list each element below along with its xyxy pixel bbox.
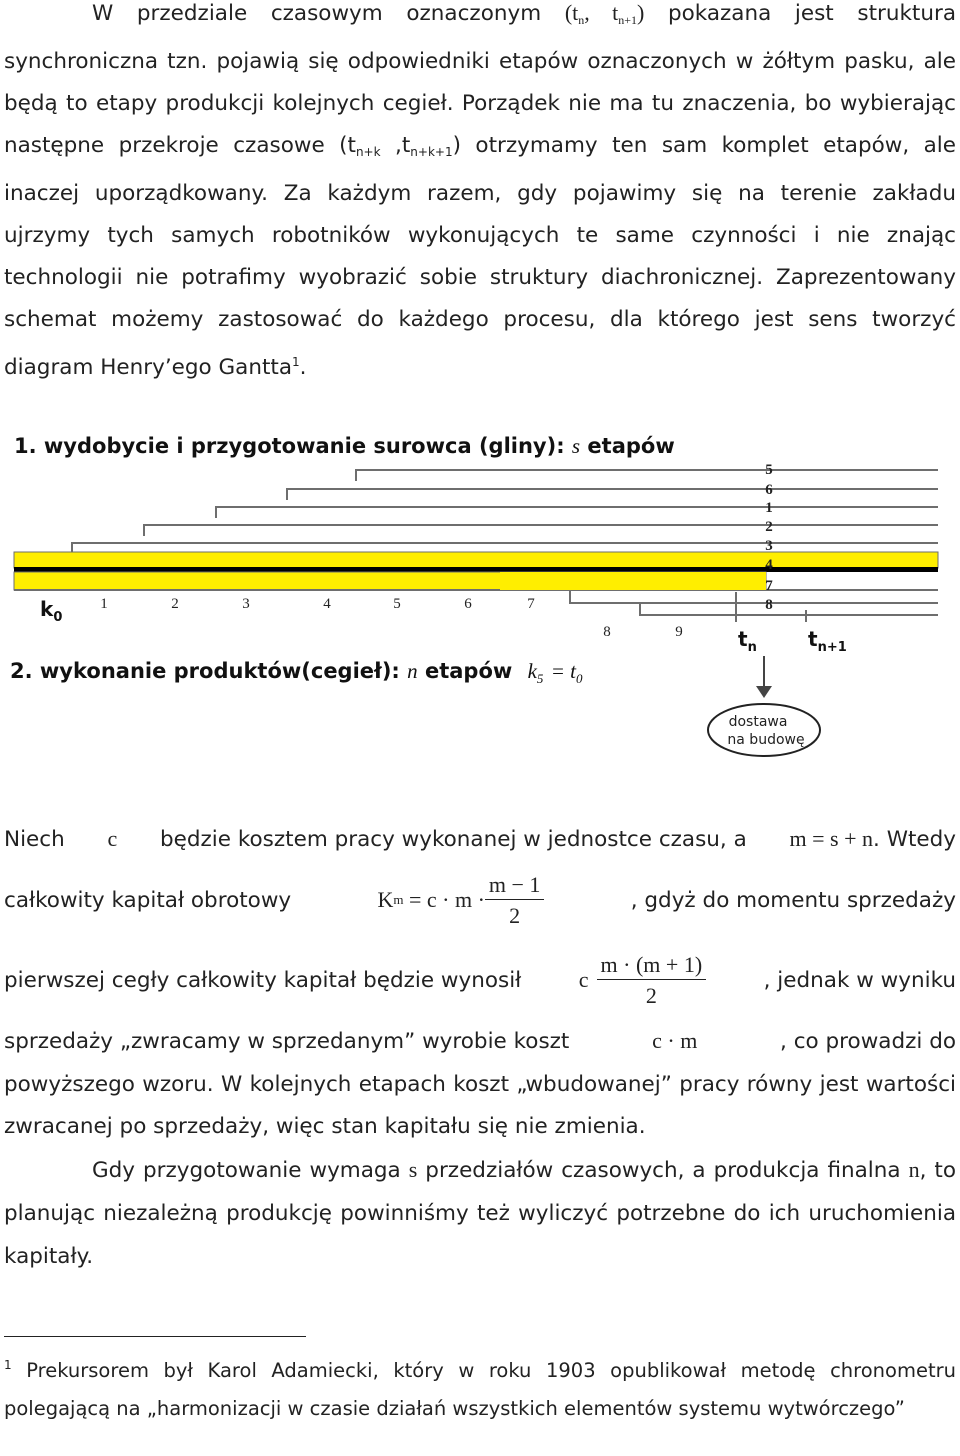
var-n: n	[908, 1157, 920, 1182]
intro-body-text: pokazana jest struktura synchroniczna tzn. pojawią się odpowiedniki etapów oznaczonych w żółtym pasku, ale będą to etapy produkcji kolejnych cegieł. Porządek nie ma tu znaczenia, bo wybierając następne przekroje czasowe (t	[4, 1, 956, 158]
formula-line-2	[4, 868, 956, 932]
lower-stair-1	[570, 590, 938, 603]
first-brick-formula: c $\frac{m \cdot (m + 1)}{2}$	[579, 953, 706, 1008]
var-s: s	[408, 1157, 418, 1182]
yellow-bar-upper	[14, 552, 938, 568]
tick-label: 2	[171, 596, 179, 612]
stair-row-2	[287, 489, 938, 500]
text: całkowity kapitał obrotowy	[4, 887, 292, 913]
yellow-bar-tail	[500, 572, 766, 590]
intro-lead-text: W przedziale czasowym oznaczonym	[92, 1, 542, 26]
stage-label: 1	[765, 500, 773, 516]
tick-label: 6	[464, 596, 472, 612]
tn-label: $t_n$	[738, 627, 757, 655]
footnote-text: Prekursorem był Karol Adamiecki, który w roku 1903 opublikował metodę chronometru polegającą na „harmonizacji w czasie działań wszystkich elementów systemu wytwórczego”	[4, 1359, 956, 1420]
tick-label: 1	[100, 596, 108, 612]
paragraph-capital-rest: powyższego wzoru. W kolejnych etapach koszt „wbudowanej” pracy równy jest wartości zwracanej po sprzedaży, więc stan kapitału się nie zmienia.	[4, 1072, 956, 1139]
formula-line-3	[4, 948, 956, 1012]
delivery-flow	[708, 656, 820, 756]
formula-line-1	[4, 821, 956, 857]
delivery-ellipse	[708, 704, 820, 756]
stage-label: 2	[765, 519, 773, 535]
lower-staircase	[570, 590, 938, 615]
footnote	[4, 1346, 956, 1428]
stair-row-4	[144, 525, 938, 536]
fraction: $\frac{m - 1}{2}$	[485, 873, 545, 928]
subscript-n-k: n+k	[355, 145, 381, 159]
time-markers	[736, 592, 847, 655]
text: , jednak w wyniku	[763, 967, 956, 993]
delivery-label-line2: na budowę	[727, 732, 805, 748]
paragraph-planning: Gdy przygotowanie wymaga s przedziałów czasowych, a produkcja finalna n, to planując niezależną produkcję powinniśmy też wyliczyć potrzebne do ich uruchomienia kapitały.	[4, 1157, 956, 1269]
diagram-title-2: 2. wykonanie produktów(cegieł): n etapów $k_5$ = $t_0$	[10, 659, 583, 686]
footnote-reference[interactable]: 1	[292, 355, 300, 369]
arrow-head-icon	[756, 686, 772, 698]
tn1-label: $t_{n+1}$	[808, 627, 847, 655]
k0-label: $k_0$	[40, 597, 63, 625]
cost-cm: c · m	[652, 1028, 698, 1053]
text: Niech	[4, 826, 65, 852]
stair-row-3	[216, 507, 938, 518]
yellow-bars	[14, 552, 938, 590]
stage-label: 3	[765, 538, 773, 554]
intro-rest-text: ) otrzymamy ten sam komplet etapów, ale inaczej uporządkowany. Za każdym razem, gdy pojawimy się na terenie zakładu ujrzymy tych samych robotników wykonujących te same czynności i nie znając technologii nie potrafimy wyobrazić sobie struktury diachronicznej. Zaprezentowany schemat możemy zastosować do każdego procesu, dla którego jest sens tworzyć diagram Henry’ego Gantta	[4, 133, 956, 380]
stage-label: 6	[765, 482, 773, 498]
stage-label: 7	[765, 578, 773, 594]
text: będzie kosztem pracy wykonanej w jednostce czasu, a	[160, 826, 747, 852]
footnote-separator	[4, 1336, 306, 1337]
delivery-label-line1: dostawa	[728, 714, 788, 730]
stage-label: 4	[765, 557, 773, 573]
fraction: $\frac{m \cdot (m + 1)}{2}$	[597, 953, 707, 1008]
staircase-rows	[72, 470, 938, 554]
diagram-title-1: 1. wydobycie i przygotowanie surowca (gliny): s etapów	[14, 434, 675, 458]
text: , co prowadzi do	[780, 1028, 956, 1054]
black-bar	[14, 567, 938, 572]
stair-row-1	[356, 470, 938, 481]
text: pierwszej cegły całkowity kapitał będzie wynosił	[4, 967, 522, 993]
var-c: c	[107, 826, 118, 851]
tick-label: 5	[393, 596, 401, 612]
paragraph-intro: W przedziale czasowym oznaczonym ($t_n$, $t_{n+1}$) pokazana jest struktura synchroniczna tzn. pojawią się odpowiedniki etapów oznaczonych w żółtym pasku, ale będą to etapy produkcji kolejnych cegieł. Porządek nie ma tu znaczenia, bo wybierając następne przekroje czasowe ($t_{n+k}$ $,t_{n+k+1}$) otrzymamy ten sam komplet etapów, ale inaczej uporządkowany. Za każdym razem, gdy pojawimy się na terenie zakładu ujrzymy tych samych robotników wykonujących te same czynności i nie znając technologii nie potrafimy wyobrazić sobie struktury diachronicznej. Zaprezentowany schemat możemy zastosować do każdego procesu, dla którego jest sens tworzyć diagram Henry’ego Gantta$^1$.	[4, 0, 956, 380]
stage-label: 8	[765, 597, 773, 613]
text: sprzedaży „zwracamy w sprzedanym” wyrobie koszt	[4, 1028, 570, 1054]
subscript-n-k-1: n+k+1	[410, 145, 453, 159]
right-stage-labels	[765, 462, 773, 613]
gantt-diagram	[0, 420, 960, 760]
interval-formula: ($t_n$, $t_{n+1}$)	[564, 0, 645, 27]
tick-label: 7	[527, 596, 535, 612]
tick-label: 8	[603, 624, 611, 640]
footnote-number: 1	[4, 1358, 12, 1372]
tick-label: 3	[242, 596, 250, 612]
text: , gdyż do momentu sprzedaży	[630, 887, 956, 913]
tick-label: 4	[323, 596, 331, 612]
formula-line-4	[4, 1023, 956, 1059]
lower-stair-2	[640, 603, 938, 615]
m-equation: m = s + n. Wtedy	[789, 826, 956, 852]
stage-label: 5	[765, 462, 773, 478]
tick-label: 9	[675, 624, 683, 640]
capital-formula: K m = c · m · $\frac{m - 1}{2}$	[377, 873, 544, 928]
